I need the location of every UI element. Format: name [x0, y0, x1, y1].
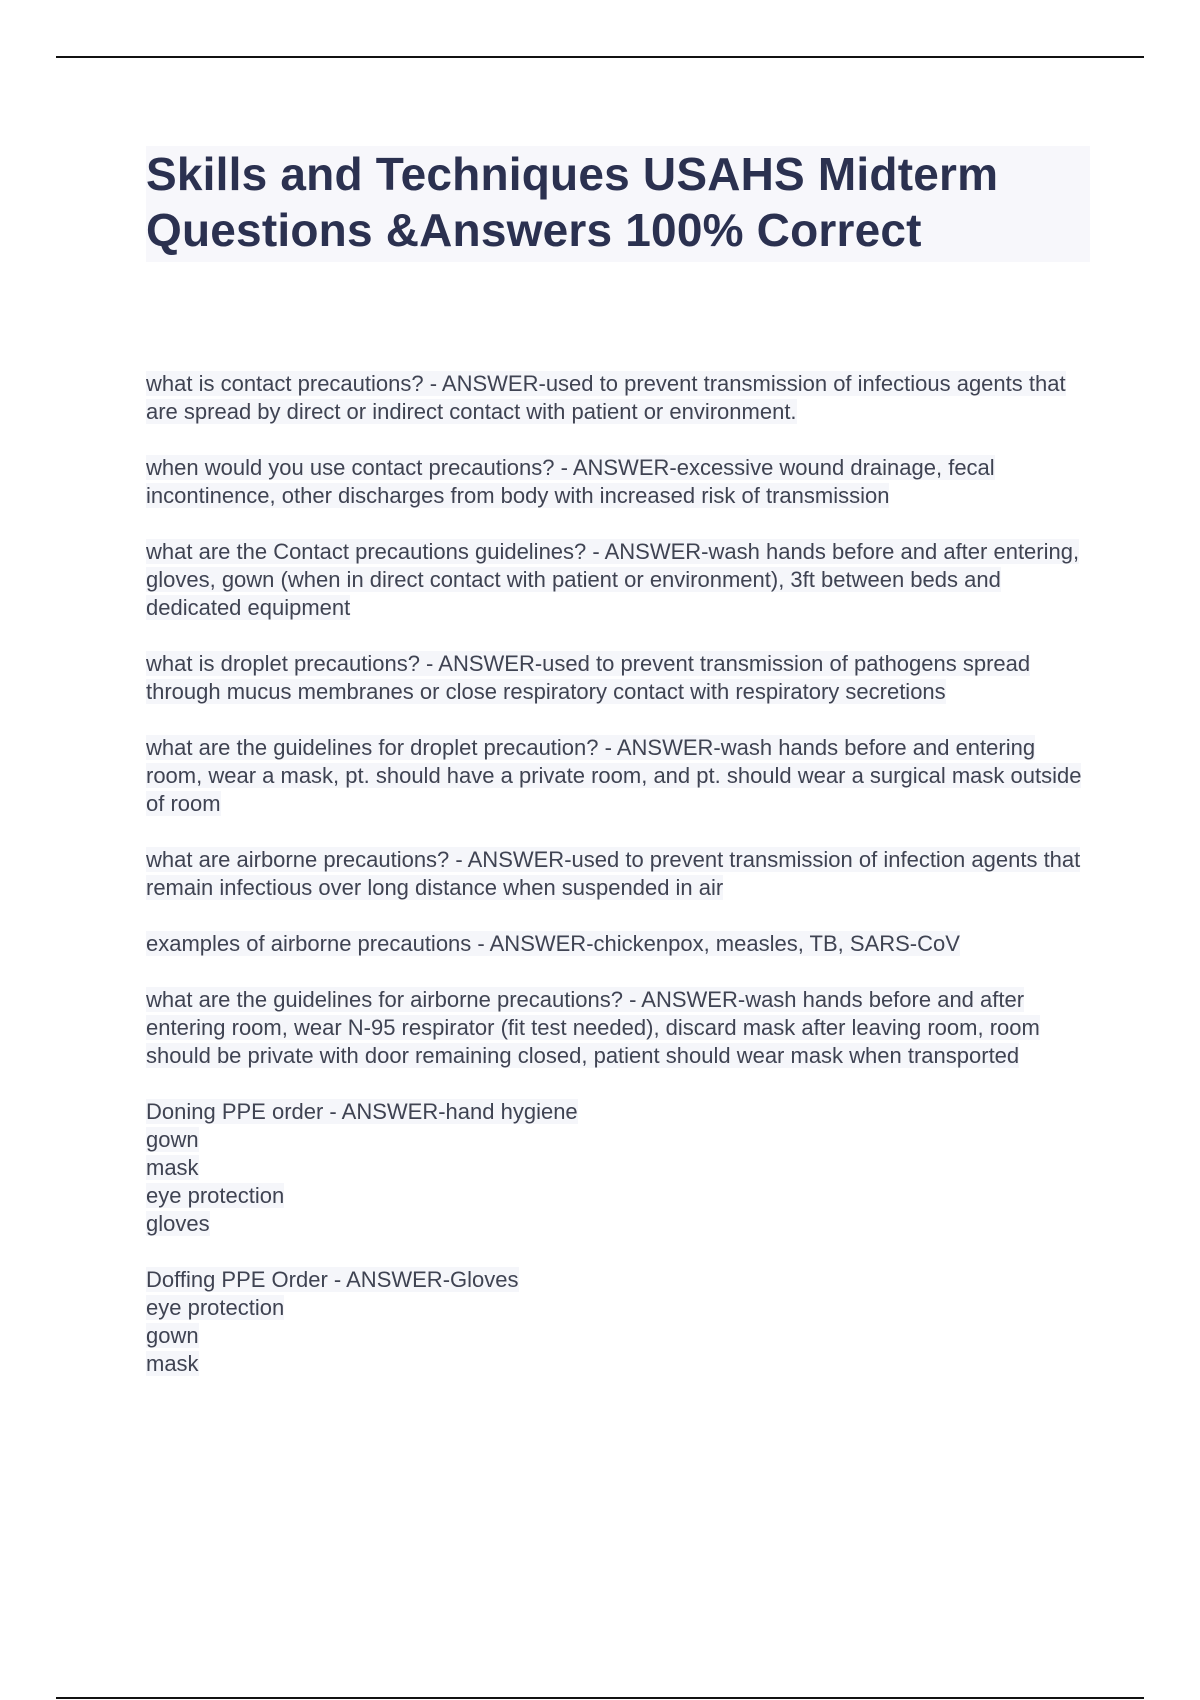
doning-step: eye protection	[146, 1183, 285, 1208]
doning-step: gloves	[146, 1211, 210, 1236]
qa-item	[146, 650, 1090, 706]
doffing-step: eye protection	[146, 1295, 285, 1320]
doning-step: gown	[146, 1127, 199, 1152]
qa-text: what are airborne precautions? - ANSWER-used to prevent transmission of infection agents that remain infectious over long distance when suspended in air	[146, 847, 1081, 900]
header-rule	[56, 56, 1144, 58]
doffing-heading: Doffing PPE Order - ANSWER-Gloves	[146, 1267, 519, 1292]
qa-text: when would you use contact precautions? - ANSWER-excessive wound drainage, fecal incontinence, other discharges from body with increased risk of transmission	[146, 455, 995, 508]
qa-text: what are the guidelines for droplet precaution? - ANSWER-wash hands before and entering room, wear a mask, pt. should have a private room, and pt. should wear a surgical mask outside of room	[146, 735, 1082, 816]
qa-text: what is contact precautions? - ANSWER-used to prevent transmission of infectious agents that are spread by direct or indirect contact with patient or environment.	[146, 371, 1066, 424]
qa-text: what is droplet precautions? - ANSWER-used to prevent transmission of pathogens spread through mucus membranes or close respiratory contact with respiratory secretions	[146, 651, 1031, 704]
document-page	[146, 146, 1090, 1406]
qa-text: what are the Contact precautions guidelines? - ANSWER-wash hands before and after entering, gloves, gown (when in direct contact with patient or environment), 3ft between beds and dedicated equipment	[146, 539, 1080, 620]
doffing-step: mask	[146, 1351, 199, 1376]
doning-step: mask	[146, 1155, 199, 1180]
qa-item	[146, 846, 1090, 902]
doning-heading: Doning PPE order - ANSWER-hand hygiene	[146, 1099, 578, 1124]
qa-item	[146, 538, 1090, 622]
qa-text: examples of airborne precautions - ANSWER-chickenpox, measles, TB, SARS-CoV	[146, 931, 960, 956]
title-line-2: Questions &Answers 100% Correct	[146, 204, 922, 256]
qa-item	[146, 454, 1090, 510]
doffing-step: gown	[146, 1323, 199, 1348]
qa-text: what are the guidelines for airborne precautions? - ANSWER-wash hands before and after entering room, wear N-95 respirator (fit test needed), discard mask after leaving room, room should be private with door remaining closed, patient should wear mask when transported	[146, 987, 1040, 1068]
qa-item	[146, 930, 1090, 958]
footer-rule	[56, 1697, 1144, 1699]
qa-item	[146, 734, 1090, 818]
doning-ppe-item	[146, 1098, 1090, 1238]
qa-list	[146, 370, 1090, 1378]
qa-item	[146, 986, 1090, 1070]
title-line-1: Skills and Techniques USAHS Midterm	[146, 148, 999, 200]
document-title	[146, 146, 1090, 258]
title-block	[146, 146, 1090, 262]
qa-item	[146, 370, 1090, 426]
doffing-ppe-item	[146, 1266, 1090, 1378]
